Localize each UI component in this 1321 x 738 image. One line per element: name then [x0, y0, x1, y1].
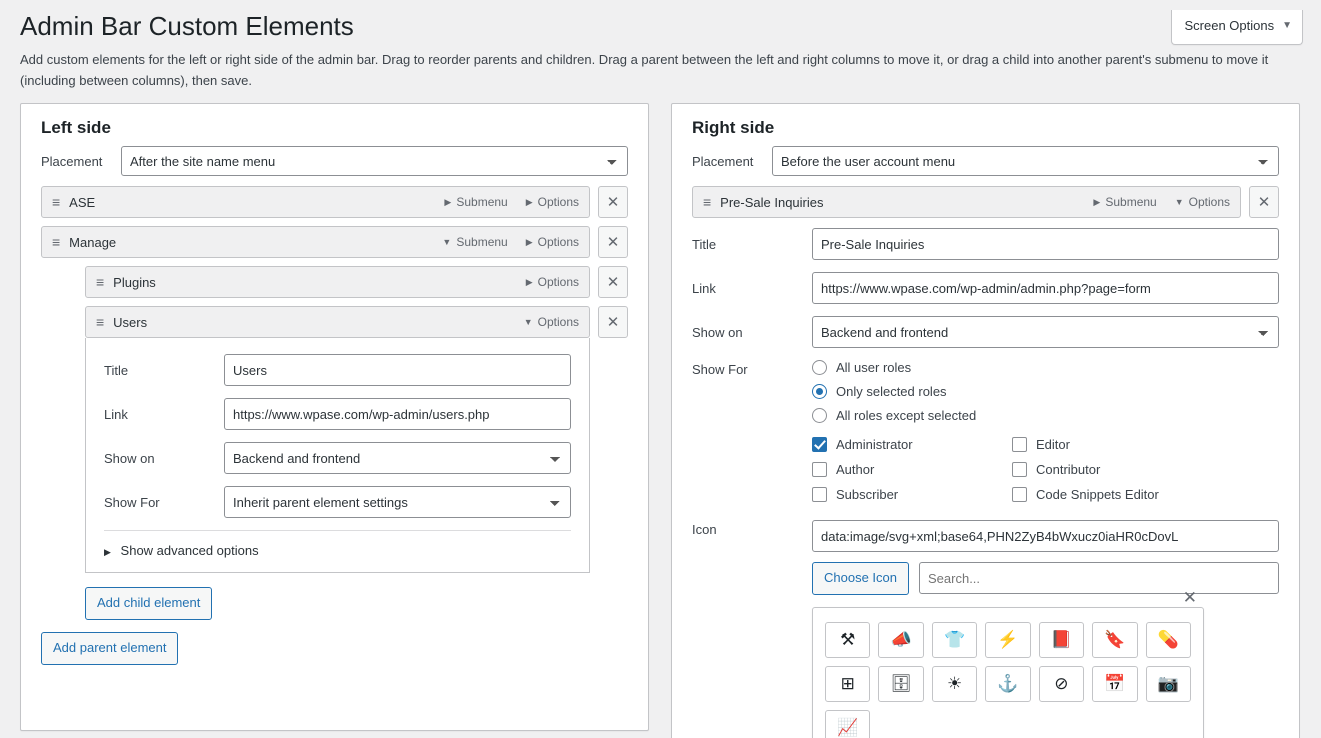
left-placement-select[interactable]	[121, 146, 628, 176]
element-plugins-header[interactable]	[85, 266, 590, 298]
magic-wand-icon[interactable]: ⚒	[825, 622, 870, 658]
icon-grid	[825, 622, 1191, 738]
camera-icon[interactable]: 📷	[1146, 666, 1191, 702]
radio-icon	[812, 360, 827, 375]
element-manage-options-label: Options	[537, 235, 579, 250]
users-title-label: Title	[104, 362, 129, 378]
element-manage	[41, 226, 628, 258]
close-icon[interactable]: ✕	[1182, 588, 1197, 608]
users-show-for-select[interactable]	[224, 486, 571, 518]
users-show-for-label: Show For	[104, 494, 160, 510]
ban-icon[interactable]: ⊘	[1039, 666, 1084, 702]
checkbox-icon	[1012, 437, 1027, 452]
add-child-row	[21, 581, 648, 620]
presale-show-on-row	[692, 316, 1279, 348]
presale-icon-label: Icon	[692, 522, 717, 538]
close-icon: ✕	[606, 274, 620, 292]
left-side-title: Left side	[41, 118, 111, 138]
users-link-label: Link	[104, 406, 128, 422]
drag-handle-icon[interactable]: ≡	[52, 234, 60, 251]
icon-search-input[interactable]	[919, 562, 1279, 594]
users-show-on-row	[104, 442, 571, 474]
icon-value-input[interactable]	[812, 520, 1279, 552]
screen-options-button[interactable]	[1171, 10, 1303, 45]
element-manage-submenu-label: Submenu	[456, 235, 508, 250]
choose-icon-button[interactable]: Choose Icon	[812, 562, 909, 595]
presale-show-for-label: Show For	[692, 362, 748, 378]
checkbox-administrator-label: Administrator	[836, 437, 913, 453]
element-plugins-name: Plugins	[113, 274, 156, 290]
drag-handle-icon[interactable]: ≡	[703, 194, 711, 211]
chevron-right-icon: ▶	[525, 276, 533, 287]
checkbox-icon	[812, 462, 827, 477]
screen-options-label: Screen Options	[1184, 18, 1275, 33]
presale-title-label: Title	[692, 236, 717, 252]
element-users-delete-button[interactable]	[598, 306, 628, 338]
radio-only-selected-roles[interactable]	[812, 384, 1279, 399]
checkbox-editor-label: Editor	[1036, 437, 1070, 453]
add-parent-row	[21, 620, 648, 665]
element-plugins-options-label: Options	[537, 275, 579, 290]
element-ase-delete-button[interactable]	[598, 186, 628, 218]
users-show-on-label: Show on	[104, 450, 155, 466]
left-side-panel	[20, 103, 649, 731]
presale-show-on-label: Show on	[692, 324, 743, 340]
element-presale-submenu-toggle[interactable]	[1093, 195, 1156, 209]
presale-link-input[interactable]	[812, 272, 1279, 304]
chevron-right-icon: ▶	[104, 547, 111, 558]
element-presale-name: Pre-Sale Inquiries	[720, 194, 824, 210]
left-placement-label: Placement	[41, 153, 103, 169]
radio-only-selected-roles-label: Only selected roles	[836, 384, 947, 400]
element-users-name: Users	[113, 314, 148, 330]
calendar-icon[interactable]: 📅	[1092, 666, 1137, 702]
page-title: Admin Bar Custom Elements	[20, 11, 354, 41]
element-ase-header[interactable]	[41, 186, 590, 218]
users-link-input[interactable]	[224, 398, 571, 430]
right-elements-list	[672, 186, 1299, 738]
anchor-icon[interactable]: ⚓	[985, 666, 1030, 702]
checkbox-contributor-label: Contributor	[1036, 462, 1101, 478]
chevron-right-icon: ▶	[444, 196, 452, 207]
checkbox-editor[interactable]	[1012, 437, 1279, 452]
radio-all-roles-except-label: All roles except selected	[836, 408, 977, 424]
checkbox-icon	[812, 487, 827, 502]
megaphone-icon[interactable]: 📣	[878, 622, 923, 658]
bolt-icon[interactable]: ⚡	[985, 622, 1030, 658]
chevron-down-icon: ▼	[1174, 197, 1184, 208]
checkbox-administrator[interactable]	[812, 437, 1012, 452]
chevron-right-icon: ▶	[1093, 196, 1101, 207]
radio-icon-selected	[812, 384, 827, 399]
element-users-options-label: Options	[537, 315, 579, 330]
close-icon: ✕	[606, 194, 620, 212]
element-plugins	[85, 266, 628, 298]
roles-checkbox-grid	[812, 437, 1279, 502]
chevron-right-icon: ▶	[525, 236, 533, 247]
right-placement-row	[672, 146, 1299, 186]
element-ase-submenu-label: Submenu	[456, 195, 508, 210]
users-title-row	[104, 354, 571, 386]
element-presale-options-toggle[interactable]	[1175, 195, 1230, 209]
element-plugins-delete-button[interactable]	[598, 266, 628, 298]
element-manage-header[interactable]	[41, 226, 590, 258]
element-plugins-options-toggle[interactable]	[526, 275, 579, 289]
checkbox-code-snippets-editor-label: Code Snippets Editor	[1036, 487, 1159, 503]
chevron-down-icon: ▼	[1282, 20, 1292, 32]
users-title-input[interactable]	[224, 354, 571, 386]
checkbox-subscriber[interactable]	[812, 487, 1012, 502]
chevron-down-icon: ▼	[442, 237, 452, 248]
checkbox-icon-checked	[812, 437, 827, 452]
users-advanced-options-label: Show advanced options	[120, 543, 259, 559]
right-side-title: Right side	[692, 118, 775, 138]
presale-title-input[interactable]	[812, 228, 1279, 260]
presale-title-row	[692, 228, 1279, 260]
right-placement-label: Placement	[692, 153, 754, 169]
presale-show-for-row	[692, 360, 1279, 506]
close-icon: ✕	[606, 234, 620, 252]
right-placement-select[interactable]	[772, 146, 1279, 176]
element-ase	[41, 186, 628, 218]
element-users-options-panel	[85, 338, 590, 573]
left-placement-row	[21, 146, 648, 186]
radio-all-user-roles-label: All user roles	[836, 360, 912, 376]
element-users-header[interactable]	[85, 306, 590, 338]
element-presale-options-label: Options	[1188, 195, 1230, 210]
element-presale-delete-button[interactable]	[1249, 186, 1279, 218]
chevron-right-icon: ▶	[525, 196, 533, 207]
presale-link-label: Link	[692, 280, 716, 296]
add-parent-element-button[interactable]: Add parent element	[41, 632, 178, 665]
users-link-row	[104, 398, 571, 430]
element-ase-name: ASE	[69, 194, 96, 210]
tshirt-icon[interactable]: 👕	[932, 622, 977, 658]
page-description: Add custom elements for the left or right side of the admin bar. Drag to reorder parents and children. Drag a parent between the left and right columns to move it, or drag a child into another parent's submenu to move it (including between columns), then save.	[20, 51, 1269, 88]
element-ase-submenu-toggle[interactable]	[444, 195, 507, 209]
columns-container	[20, 103, 1301, 738]
element-presale-submenu-label: Submenu	[1105, 195, 1157, 210]
right-side-panel	[671, 103, 1300, 738]
checkbox-code-snippets-editor[interactable]	[1012, 487, 1279, 502]
sun-icon[interactable]: ☀	[932, 666, 977, 702]
presale-icon-row	[692, 520, 1279, 738]
archive-icon[interactable]: 🗄	[878, 666, 923, 702]
drag-handle-icon[interactable]: ≡	[96, 274, 104, 291]
table-icon[interactable]: ⊞	[825, 666, 870, 702]
element-ase-options-label: Options	[537, 195, 579, 210]
element-manage-submenu-toggle[interactable]	[442, 235, 507, 249]
users-advanced-options-toggle[interactable]	[104, 530, 571, 558]
checkbox-contributor[interactable]	[1012, 462, 1279, 477]
element-manage-delete-button[interactable]	[598, 226, 628, 258]
add-child-element-button[interactable]: Add child element	[85, 587, 212, 620]
checkbox-icon	[1012, 462, 1027, 477]
users-show-on-select[interactable]	[224, 442, 571, 474]
checkbox-subscriber-label: Subscriber	[836, 487, 899, 503]
chevron-down-icon: ▼	[523, 317, 533, 328]
element-ase-options-toggle[interactable]	[526, 195, 579, 209]
element-users-options-toggle[interactable]	[524, 315, 579, 329]
radio-icon	[812, 408, 827, 423]
element-presale-header[interactable]	[692, 186, 1241, 218]
chart-icon[interactable]: 📈	[825, 710, 870, 738]
drag-handle-icon[interactable]: ≡	[52, 194, 60, 211]
bookmark-icon[interactable]: 🔖	[1092, 622, 1137, 658]
admin-bar-settings-page	[0, 10, 1321, 738]
element-presale	[692, 186, 1279, 738]
radio-all-user-roles[interactable]	[812, 360, 1279, 375]
left-elements-list	[21, 186, 648, 573]
checkbox-icon	[1012, 487, 1027, 502]
icon-picker-panel	[812, 588, 1204, 738]
element-manage-options-toggle[interactable]	[526, 235, 579, 249]
icon-controls	[812, 562, 1279, 595]
pill-icon[interactable]: 💊	[1146, 622, 1191, 658]
element-manage-name: Manage	[69, 234, 117, 250]
close-icon: ✕	[606, 314, 620, 332]
book-icon[interactable]: 📕	[1039, 622, 1084, 658]
users-show-for-row	[104, 486, 571, 518]
presale-show-on-select[interactable]	[812, 316, 1279, 348]
checkbox-author[interactable]	[812, 462, 1012, 477]
element-users	[85, 306, 628, 573]
drag-handle-icon[interactable]: ≡	[96, 314, 104, 331]
radio-all-roles-except-selected[interactable]	[812, 408, 1279, 423]
element-presale-options-panel	[692, 218, 1279, 738]
presale-link-row	[692, 272, 1279, 304]
checkbox-author-label: Author	[836, 462, 875, 478]
close-icon: ✕	[1257, 194, 1271, 212]
